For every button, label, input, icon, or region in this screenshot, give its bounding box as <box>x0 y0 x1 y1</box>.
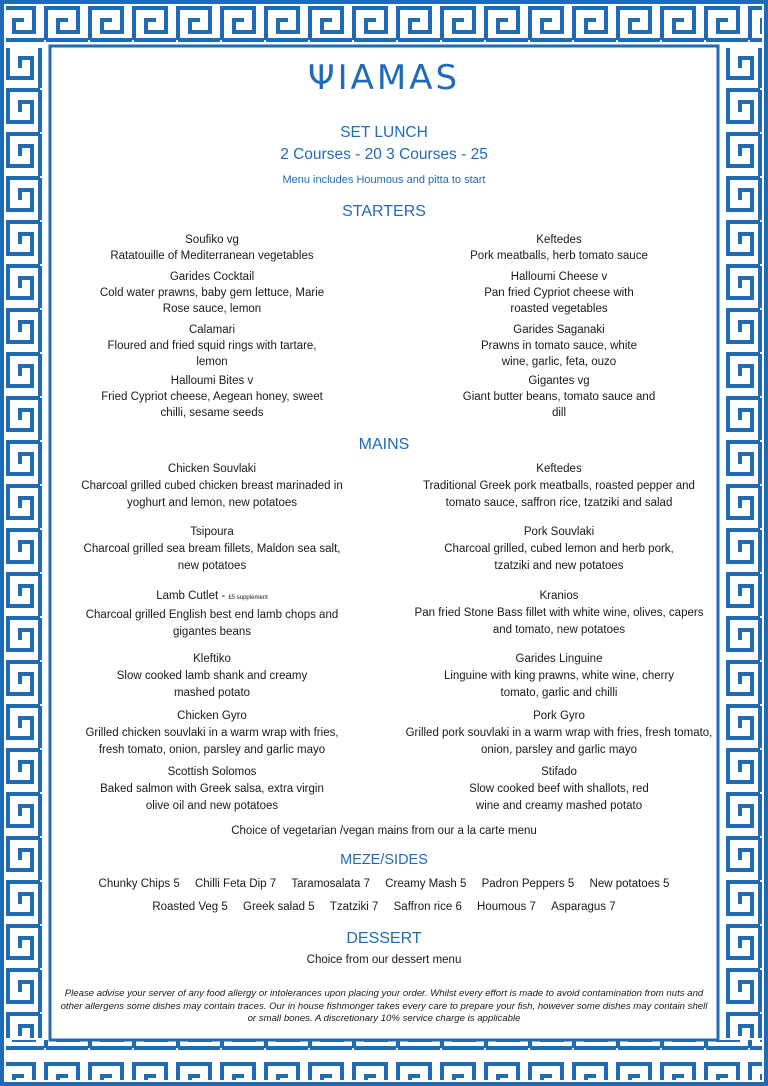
starter-item <box>62 269 362 317</box>
item-name: Scottish Solomos <box>167 766 257 778</box>
menu-sheet <box>52 48 716 1038</box>
side-item <box>291 878 370 890</box>
course-prices: 2 Courses - 20 3 Courses - 25 <box>280 146 488 163</box>
side-name: Houmous <box>477 901 527 913</box>
dessert-title: DESSERT <box>346 930 422 947</box>
item-name: Keftedes <box>536 234 582 246</box>
main-item <box>404 764 714 815</box>
starter-item <box>62 373 362 421</box>
item-name: Soufiko vg <box>185 234 239 246</box>
side-item <box>482 878 575 890</box>
starter-item <box>404 269 714 317</box>
side-name: Taramosalata <box>291 878 361 890</box>
side-name: Saffron rice <box>393 901 453 913</box>
brand-logo: ΨIAMAS <box>307 58 461 98</box>
item-desc: Prawns in tomato sauce, white wine, garlic, feta, ouzo <box>481 340 637 368</box>
item-desc: Ratatouille of Mediterranean vegetables <box>110 250 314 262</box>
side-item <box>99 878 180 890</box>
side-price: 7 <box>269 878 277 890</box>
sides-row-2 <box>52 901 716 913</box>
main-item <box>62 588 362 641</box>
side-name: Chunky Chips <box>98 878 171 890</box>
item-name: Chicken Souvlaki <box>167 463 257 475</box>
item-desc: Grilled pork souvlaki in a warm wrap with fries, fresh tomato, onion, parsley and garlic mayo <box>405 727 713 756</box>
item-desc: Slow cooked lamb shank and creamy mashed potato <box>116 670 308 699</box>
item-desc: Pork meatballs, herb tomato sauce <box>470 250 648 262</box>
side-item <box>195 878 276 890</box>
main-item <box>404 461 714 512</box>
vegetarian-choice-note: Choice of vegetarian /vegan mains from our a la carte menu <box>231 825 537 837</box>
item-name: Calamari <box>188 324 235 336</box>
side-name: Roasted Veg <box>152 901 219 913</box>
item-desc: Charcoal grilled, cubed lemon and herb pork, tzatziki and new potatoes <box>444 543 674 572</box>
item-desc: Traditional Greek pork meatballs, roasted pepper and tomato sauce, saffron rice, tzatziki and salad <box>423 480 695 509</box>
item-desc: Cold water prawns, baby gem lettuce, Marie Rose sauce, lemon <box>99 287 325 315</box>
main-item <box>404 651 714 702</box>
main-item <box>62 461 362 512</box>
starter-item <box>62 232 362 264</box>
side-item <box>152 901 227 913</box>
side-item <box>551 901 616 913</box>
starter-item <box>404 373 714 421</box>
item-name: Kranios <box>539 590 579 602</box>
item-name: Pork Souvlaki <box>523 526 595 538</box>
item-name: Garides Cocktail <box>169 271 255 283</box>
item-desc: Giant butter beans, tomato sauce and dill <box>462 391 656 419</box>
mains-title: MAINS <box>358 436 410 453</box>
side-item <box>330 901 379 913</box>
side-price: 5 <box>459 878 467 890</box>
side-name: Tzatziki <box>329 901 369 913</box>
starter-item <box>404 322 714 370</box>
side-item <box>590 878 670 890</box>
side-price: 5 <box>663 878 670 890</box>
menu-note: Menu includes Houmous and pitta to start <box>282 174 486 186</box>
starter-item <box>404 232 714 264</box>
item-name: Garides Linguine <box>515 653 603 665</box>
main-item <box>62 651 362 702</box>
side-name: Chilli Feta Dip <box>194 878 267 890</box>
starter-item <box>62 322 362 370</box>
side-price: 7 <box>609 901 616 913</box>
main-item <box>62 708 362 759</box>
item-desc: Slow cooked beef with shallots, red wine and creamy mashed potato <box>469 783 649 812</box>
item-desc: Floured and fried squid rings with tartare, lemon <box>107 340 317 368</box>
main-item <box>62 764 362 815</box>
side-price: 6 <box>455 901 462 913</box>
item-desc: Charcoal grilled cubed chicken breast marinaded in yoghurt and lemon, new potatoes <box>81 480 343 509</box>
starters-title: STARTERS <box>342 203 426 220</box>
side-item <box>385 878 466 890</box>
side-price: 7 <box>529 901 536 913</box>
item-desc: Baked salmon with Greek salsa, extra virgin olive oil and new potatoes <box>100 783 324 812</box>
side-price: 7 <box>372 901 379 913</box>
lamb-cutlet-name: Lamb Cutlet - <box>156 590 226 602</box>
side-item <box>394 901 462 913</box>
item-desc: Fried Cypriot cheese, Aegean honey, sweet chilli, sesame seeds <box>101 391 323 419</box>
item-name: Chicken Gyro <box>177 710 247 722</box>
dessert-note: Choice from our dessert menu <box>306 954 462 966</box>
side-name: Padron Peppers <box>481 878 565 890</box>
item-name: Keftedes <box>536 463 582 475</box>
side-item <box>243 901 315 913</box>
main-item <box>404 524 714 575</box>
side-price: 5 <box>567 878 575 890</box>
supplement-note: £5 supplement <box>228 595 268 601</box>
main-item <box>404 588 714 639</box>
item-desc: Charcoal grilled sea bream fillets, Maldon sea salt, new potatoes <box>83 543 341 572</box>
item-name: Pork Gyro <box>533 710 585 722</box>
item-desc: Pan fried Cypriot cheese with roasted vegetables <box>484 287 634 315</box>
item-desc: Pan fried Stone Bass fillet with white wine, olives, capers and tomato, new potatoes <box>414 607 704 636</box>
allergy-disclaimer: Please advise your server of any food allergy or intolerances upon placing your order. Whilst every effort is made to avoid contamination from nuts and other allergens some dishes may contain traces. Our in house fishmonger takes every care to prepare your fish, however some dishes may contain shell or small bones. A discretionary 10% service charge is applicable <box>60 988 708 1024</box>
item-name: Tsipoura <box>190 526 234 538</box>
sides-title: MEZE/SIDES <box>340 852 428 868</box>
side-name: New potatoes <box>589 878 660 890</box>
item-name: Gigantes vg <box>528 375 590 387</box>
side-item <box>477 901 536 913</box>
side-name: Creamy Mash <box>385 878 457 890</box>
item-name: Kleftiko <box>193 653 231 665</box>
side-price: 5 <box>221 901 228 913</box>
main-item <box>404 708 714 759</box>
item-desc: Grilled chicken souvlaki in a warm wrap with fries, fresh tomato, onion, parsley and garlic mayo <box>85 727 339 756</box>
sides-row-1 <box>52 878 716 890</box>
item-name: Halloumi Cheese v <box>510 271 608 283</box>
item-name: Garides Saganaki <box>513 324 605 336</box>
side-name: Greek salad <box>243 901 306 913</box>
item-name <box>76 588 348 607</box>
side-price: 5 <box>308 901 315 913</box>
item-name: Halloumi Bites v <box>170 375 254 387</box>
side-name: Asparagus <box>551 901 607 913</box>
item-desc: Charcoal grilled English best end lamb chops and gigantes beans <box>85 609 339 638</box>
side-price: 7 <box>363 878 370 890</box>
side-price: 5 <box>173 878 180 890</box>
item-desc: Linguine with king prawns, white wine, cherry tomato, garlic and chilli <box>443 670 675 699</box>
set-lunch-title: SET LUNCH <box>340 124 428 141</box>
item-name: Stifado <box>541 766 577 778</box>
main-item <box>62 524 362 575</box>
